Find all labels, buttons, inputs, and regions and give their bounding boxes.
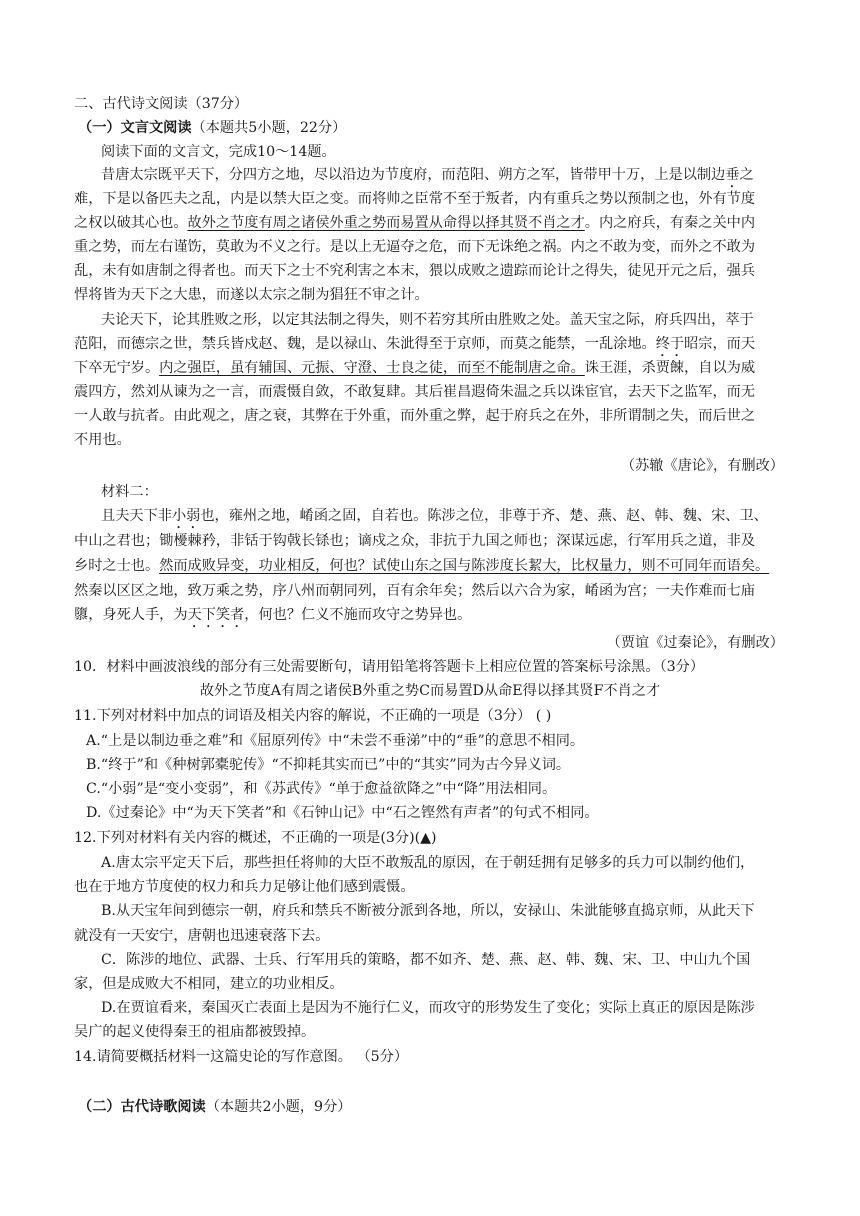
question-12: 12.下列对材料有关内容的概述，不正确的一项是(3分)(▲) bbox=[74, 830, 437, 846]
sub1-heading: （一）文言文阅读 bbox=[78, 120, 192, 136]
question-12-option-a-cont: 也在于地方节度使的权力和兵力足够让他们感到震慑。 bbox=[74, 879, 415, 895]
sub2-heading: （二）古代诗歌阅读 bbox=[78, 1099, 206, 1115]
emphasized-word: 垂 bbox=[725, 167, 740, 183]
m1p1-line3: 之权以破其心也。故外之节度有周之诸侯外重之势而易置从命得以择其贤不肖之才。内之府兵，有秦之关中内 bbox=[74, 215, 756, 231]
section-title: 二、古代诗文阅读（37分） bbox=[74, 96, 249, 112]
underlined-sentence: 内之强臣，虽有辅国、元振、守澄、士良之徒，而至不能制唐之命。 bbox=[159, 360, 585, 376]
question-12-option-d-cont: 吴广的起义使得秦王的祖庙都被毁掉。 bbox=[74, 1024, 316, 1040]
question-10-sentence: 故外之节度A有周之诸侯B外重之势C而易置D从命E得以择其贤F不肖之才 bbox=[199, 683, 661, 699]
m1p1-line2: 难，下是以备匹夫之乱，内是以禁大臣之变。而将帅之臣常不至于叛者，内有重兵之势以预制之也，外有节度 bbox=[74, 191, 756, 207]
source-citation-2: （贾谊《过秦论》，有删改） bbox=[606, 635, 784, 651]
question-11: 11.下列对材料中加点的词语及相关内容的解说，不正确的一项是（3分） ( ) bbox=[74, 708, 552, 724]
m1p1-line5: 乱，未有如唐制之得者也。而天下之士不究利害之本末，猥以成败之遗踪而论计之得失，徒见开元之后，强兵 bbox=[74, 263, 756, 279]
question-14: 14.请简要概括材料一这篇史论的写作意图。 （5分） bbox=[74, 1049, 409, 1065]
question-12-option-c-cont: 家，但是成败大不相同，建立的功业相反。 bbox=[74, 976, 344, 992]
m1p1-line4: 重之势，而左右谨饬，莫敢为不义之行。是以上无逼夺之危，而下无诛绝之祸。内之不敢为变，而外之不敢为 bbox=[74, 239, 756, 255]
sub1-note: （本题共5小题，22分） bbox=[191, 120, 347, 136]
question-12-option-c: C．陈涉的地位、武器、士兵、行军用兵的策略，都不如齐、楚、燕、赵、韩、魏、宋、卫、中山九个国 bbox=[101, 952, 751, 968]
sub2-header bbox=[78, 1096, 351, 1118]
m1p2-line6: 不用也。 bbox=[74, 432, 131, 448]
emphasized-word: 终于 bbox=[655, 336, 685, 352]
m2-line3: 乡时之士也。然而成败异变，功业相反，何也？试使山东之国与陈涉度长絜大，比权量力，则不可同年而语矣。 bbox=[74, 558, 770, 574]
question-11-option-d: D.《过秦论》中“为天下笑者”和《石钟山记》中“石之铿然有声者”的句式不相同。 bbox=[86, 805, 599, 821]
m2-line1: 且夫天下非小弱也，雍州之地，崤函之固，自若也。陈涉之位，非尊于齐、楚、燕、赵、韩、魏、宋、卫、 bbox=[101, 508, 768, 524]
question-12-option-b: B.从天宝年间到德宗一朝，府兵和禁兵不断被分派到各地，所以，安禄山、朱泚能够直捣京师，从此天下 bbox=[101, 903, 755, 919]
m1p2-line2: 范阳，而德宗之世，禁兵皆戍赵、魏，是以禄山、朱泚得至于京师，而莫之能禁，一乱涂地。终于昭宗，而天 bbox=[74, 336, 756, 352]
source-citation-1: （苏辙《唐论》，有删改） bbox=[620, 458, 784, 474]
question-12-option-d: D.在贾谊看来，秦国灭亡表面上是因为不施行仁义，而攻守的形势发生了变化；实际上真正的原因是陈涉 bbox=[101, 1000, 755, 1016]
m1p2-line5: 一人敢与抗者。由此观之，唐之衰，其弊在于外重，而外重之弊，起于府兵之在外，非所谓制之失，而后世之 bbox=[74, 408, 756, 424]
m1p2-line1: 夫论天下，论其胜败之形，以定其法制之得失，则不若穷其所由胜败之处。盖天宝之际，府兵四出，萃于 bbox=[101, 312, 754, 328]
question-11-option-a: A.“上是以制边垂之难”和《屈原列传》中“未尝不垂涕”中的“垂”的意思不相同。 bbox=[86, 733, 585, 749]
instruction: 阅读下面的文言文，完成10～14题。 bbox=[101, 144, 336, 160]
m1p2-line3: 下卒无宁岁。内之强臣，虽有辅国、元振、守澄、士良之徒，而至不能制唐之命。诛王涯，杀贾餗，自以为威 bbox=[74, 360, 756, 376]
question-11-option-b: B.“终于”和《种树郭橐驼传》“不抑耗其实而已”中的“其实”同为古今异义词。 bbox=[86, 757, 571, 773]
sub1-header bbox=[78, 117, 346, 139]
sub2-note: （本题共2小题，9分） bbox=[205, 1099, 352, 1115]
m1p1-line1: 昔唐太宗既平天下，分四方之地，尽以沿边为节度府，而范阳、朔方之军，皆带甲十万，上是以制边垂之 bbox=[101, 167, 754, 183]
question-12-option-a: A.唐太宗平定天下后，那些担任将帅的大臣不敢叛乱的原因，在于朝廷拥有足够多的兵力可以制约他们， bbox=[101, 855, 755, 871]
m1p2-line4: 震四方，然刘从谏为之一言，而震慑自敛，不敢复肆。其后崔昌遐倚朱温之兵以诛宦官，去天下之监军，而无 bbox=[74, 384, 756, 400]
m2-line4: 然秦以区区之地，致万乘之势，序八州而朝同列，百有余年矣；然后以六合为家，崤函为宫；一夫作难而七庙 bbox=[74, 583, 756, 599]
m2-line2: 中山之君也；锄櫌棘矜，非铦于钩戟长铩也；谪戍之众，非抗于九国之师也；深谋远虑，行军用兵之道，非及 bbox=[74, 533, 756, 549]
question-12-option-b-cont: 就没有一天安宁，唐朝也迅速衰落下去。 bbox=[74, 928, 330, 944]
underlined-sentence: 故外之节度有周之诸侯外重之势而易置从命得以择其贤不肖之才 bbox=[187, 215, 585, 231]
question-10: 10．材料中画波浪线的部分有三处需要断句，请用铅笔将答题卡上相应位置的答案标号涂黑。（3分） bbox=[74, 659, 705, 675]
emphasized-word: 小弱 bbox=[171, 508, 201, 524]
material2-label: 材料二： bbox=[101, 484, 158, 500]
m1p1-line6: 悍将皆为天下之大患，而遂以太宗之制为猖狂不审之计。 bbox=[74, 287, 429, 303]
underlined-sentence: 然而成败异变，功业相反，何也？试使山东之国与陈涉度长絜大，比权量力，则不可同年而语矣。 bbox=[159, 558, 770, 574]
question-11-option-c: C.“小弱”是“变小变弱”，和《苏武传》“单于愈益欲降之”中“降”用法相同。 bbox=[86, 781, 557, 797]
emphasized-word: 天下笑者 bbox=[187, 607, 245, 623]
m2-line5: 隳，身死人手，为天下笑者，何也？仁义不施而攻守之势异也。 bbox=[74, 607, 472, 623]
